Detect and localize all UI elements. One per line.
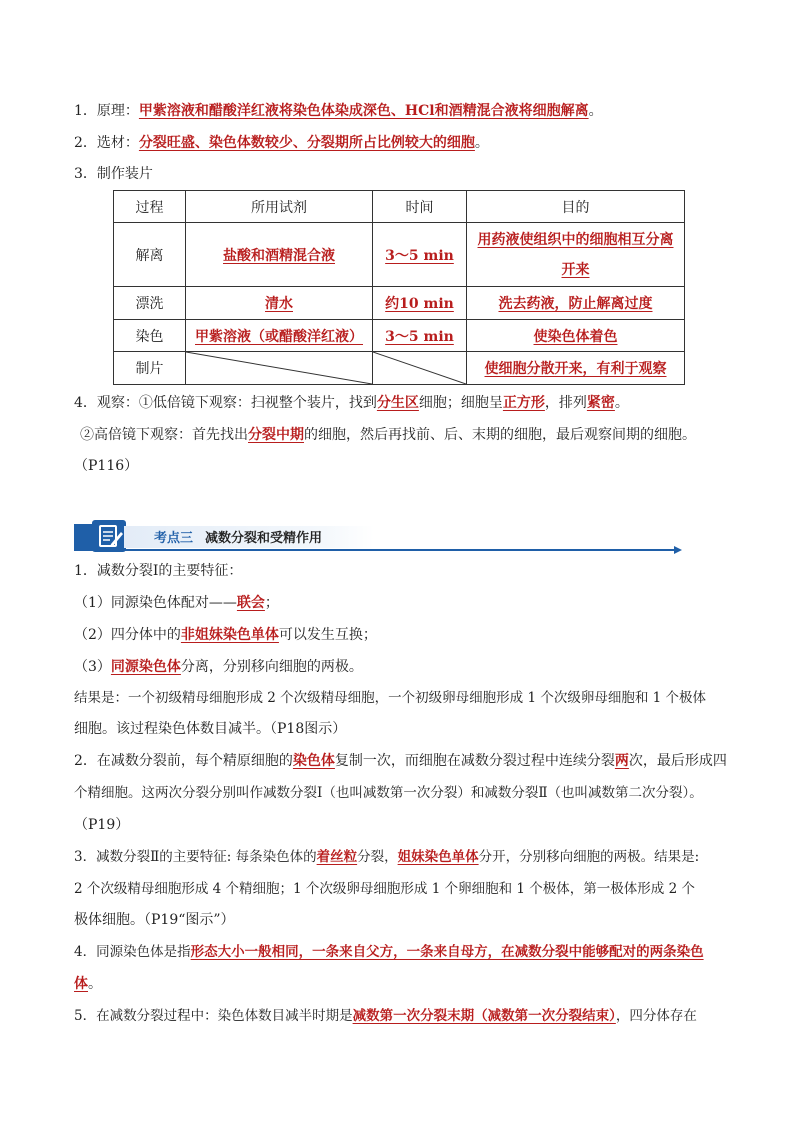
reagent-cell: 盐酸和酒精混合液 bbox=[186, 223, 373, 287]
material-answer: 分裂旺盛、染色体数较少、分裂期所占比例较大的细胞 bbox=[138, 135, 475, 151]
time-cell: 3～5 min bbox=[373, 320, 467, 352]
meiosis1-heading: 1．减数分裂Ⅰ的主要特征： bbox=[74, 563, 243, 579]
meiosis1-item-3 bbox=[74, 657, 363, 677]
table-row bbox=[114, 223, 685, 287]
purpose-cell: 使细胞分散开来，有利于观察 bbox=[467, 352, 685, 385]
meiosis2-line2: 2 个次级精母细胞形成 4 个精细胞；1 个次级卵母细胞形成 1 个卵细胞和 1 个极体，第一极体形成 2 个 bbox=[74, 881, 695, 897]
header-reagent: 所用试剂 bbox=[186, 191, 373, 223]
purpose-line-2: 开来 bbox=[561, 261, 590, 278]
purpose-cell bbox=[467, 223, 685, 287]
text: 细胞；细胞呈 bbox=[418, 395, 503, 411]
material-label: 2．选材： bbox=[74, 135, 139, 151]
step-cell: 解离 bbox=[114, 223, 186, 287]
answer: 紧密 bbox=[586, 395, 615, 411]
meiosis1-result-2: 细胞。该过程染色体数目减半。（P18图示） bbox=[74, 721, 347, 737]
principle-label: 1．原理： bbox=[74, 103, 139, 119]
answer: 形态大小一般相同，一条来自父方，一条来自母方，在减数分裂中能够配对的两条染色 bbox=[190, 944, 704, 960]
table-row bbox=[114, 352, 685, 385]
text: 复制一次，而细胞在减数分裂过程中连续分裂 bbox=[334, 753, 615, 769]
step-cell: 制片 bbox=[114, 352, 186, 385]
text: 3．减数分裂Ⅱ的主要特征: 每条染色体的 bbox=[74, 849, 317, 865]
page-ref: （P116） bbox=[74, 458, 139, 474]
table-header-row bbox=[114, 191, 685, 223]
header-step: 过程 bbox=[114, 191, 186, 223]
section-banner bbox=[74, 518, 682, 554]
notepad-icon bbox=[92, 520, 126, 552]
text: 。 bbox=[88, 976, 102, 992]
answer: 分裂中期 bbox=[248, 427, 304, 443]
text: ，四分体存在 bbox=[615, 1008, 697, 1024]
text: 5．在减数分裂过程中：染色体数目减半时期是 bbox=[74, 1008, 353, 1024]
observation-line-1 bbox=[74, 393, 629, 413]
text: （1）同源染色体配对—— bbox=[74, 595, 237, 611]
observation-line-2 bbox=[80, 425, 696, 445]
header-purpose: 目的 bbox=[467, 191, 685, 223]
homolog-line2 bbox=[74, 974, 102, 994]
text: 4．观察：①低倍镜下观察：扫视整个装片，找到 bbox=[74, 395, 377, 411]
table-row bbox=[114, 287, 685, 320]
principle-answer: 甲紫溶液和醋酸洋红液将染色体染成深色、HCl和酒精混合液将细胞解离 bbox=[138, 103, 589, 119]
text: 4．同源染色体是指 bbox=[74, 944, 191, 960]
section-title bbox=[154, 527, 322, 546]
header-time: 时间 bbox=[373, 191, 467, 223]
text: 的细胞，然后再找前、后、末期的细胞，最后观察间期的细胞。 bbox=[304, 427, 696, 443]
time-cell: 约10 min bbox=[373, 287, 467, 320]
period: 。 bbox=[474, 135, 489, 151]
period: 。 bbox=[588, 103, 603, 119]
purpose-cell: 洗去药液，防止解离过度 bbox=[467, 287, 685, 320]
purpose-cell: 使染色体着色 bbox=[467, 320, 685, 352]
step-cell: 染色 bbox=[114, 320, 186, 352]
text: ，排列 bbox=[544, 395, 587, 411]
slide-prep-table bbox=[113, 190, 685, 385]
text: 分开，分别移向细胞的两极。结果是: bbox=[478, 849, 700, 865]
answer: 体 bbox=[74, 976, 88, 992]
text: （2）四分体中的 bbox=[74, 627, 181, 643]
answer: 减数第一次分裂末期（减数第一次分裂结束） bbox=[352, 1008, 616, 1024]
diagonal-line bbox=[186, 352, 372, 384]
homolog-line1 bbox=[74, 942, 704, 962]
diagonal-line bbox=[373, 352, 466, 384]
meiosis1-result-1: 结果是：一个初级精母细胞形成 2 个次级精母细胞，一个初级卵母细胞形成 1 个次级卵母细胞和 1 个极体 bbox=[74, 690, 707, 706]
reagent-cell: 清水 bbox=[186, 287, 373, 320]
text: 2．在减数分裂前，每个精原细胞的 bbox=[74, 753, 293, 769]
halving-line bbox=[74, 1006, 697, 1026]
answer: 两 bbox=[614, 753, 629, 769]
empty-diagonal-cell bbox=[186, 352, 373, 385]
answer: 正方形 bbox=[502, 395, 545, 411]
meiosis-para2-ref: （P19） bbox=[74, 817, 130, 833]
answer: 同源染色体 bbox=[110, 659, 181, 675]
meiosis-para2-line1 bbox=[74, 751, 727, 771]
reagent-cell: 甲紫溶液（或醋酸洋红液） bbox=[186, 320, 373, 352]
answer: 分生区 bbox=[376, 395, 419, 411]
answer: 染色体 bbox=[292, 753, 335, 769]
text: （3） bbox=[74, 659, 111, 675]
section-label: 考点三 bbox=[154, 531, 194, 546]
empty-diagonal-cell bbox=[373, 352, 467, 385]
answer: 着丝粒 bbox=[316, 849, 358, 865]
answer: 姐妹染色单体 bbox=[397, 849, 479, 865]
arrow-icon bbox=[674, 546, 682, 554]
banner-rule bbox=[74, 549, 678, 551]
meiosis2-line1 bbox=[74, 847, 699, 867]
text: 次，最后形成四 bbox=[628, 753, 727, 769]
text: 。 bbox=[614, 395, 629, 411]
time-cell: 3～5 min bbox=[373, 223, 467, 287]
answer: 联会 bbox=[236, 595, 265, 611]
text: ； bbox=[264, 595, 279, 611]
meiosis2-line3: 极体细胞。（P19“图示”） bbox=[74, 912, 235, 928]
step-cell: 漂洗 bbox=[114, 287, 186, 320]
text: 可以发生互换； bbox=[278, 627, 377, 643]
meiosis-para2-line2: 个精细胞。这两次分裂分别叫作减数分裂Ⅰ（也叫减数第一次分裂）和减数分裂Ⅱ（也叫减数第二次分裂）。 bbox=[74, 785, 703, 801]
material-line bbox=[74, 133, 489, 153]
text: 分离，分别移向细胞的两极。 bbox=[180, 659, 363, 675]
banner-bar bbox=[74, 524, 94, 550]
answer: 非姐妹染色单体 bbox=[180, 627, 279, 643]
purpose-line-1: 用药液使组织中的细胞相互分离 bbox=[477, 231, 674, 248]
meiosis1-item-2 bbox=[74, 625, 377, 645]
slide-prep-heading: 3．制作装片 bbox=[74, 166, 153, 182]
text: 分裂， bbox=[357, 849, 398, 865]
table-row bbox=[114, 320, 685, 352]
section-topic: 减数分裂和受精作用 bbox=[205, 531, 323, 546]
text: ②高倍镜下观察：首先找出 bbox=[80, 427, 248, 443]
meiosis1-item-1 bbox=[74, 593, 279, 613]
principle-line bbox=[74, 101, 603, 121]
